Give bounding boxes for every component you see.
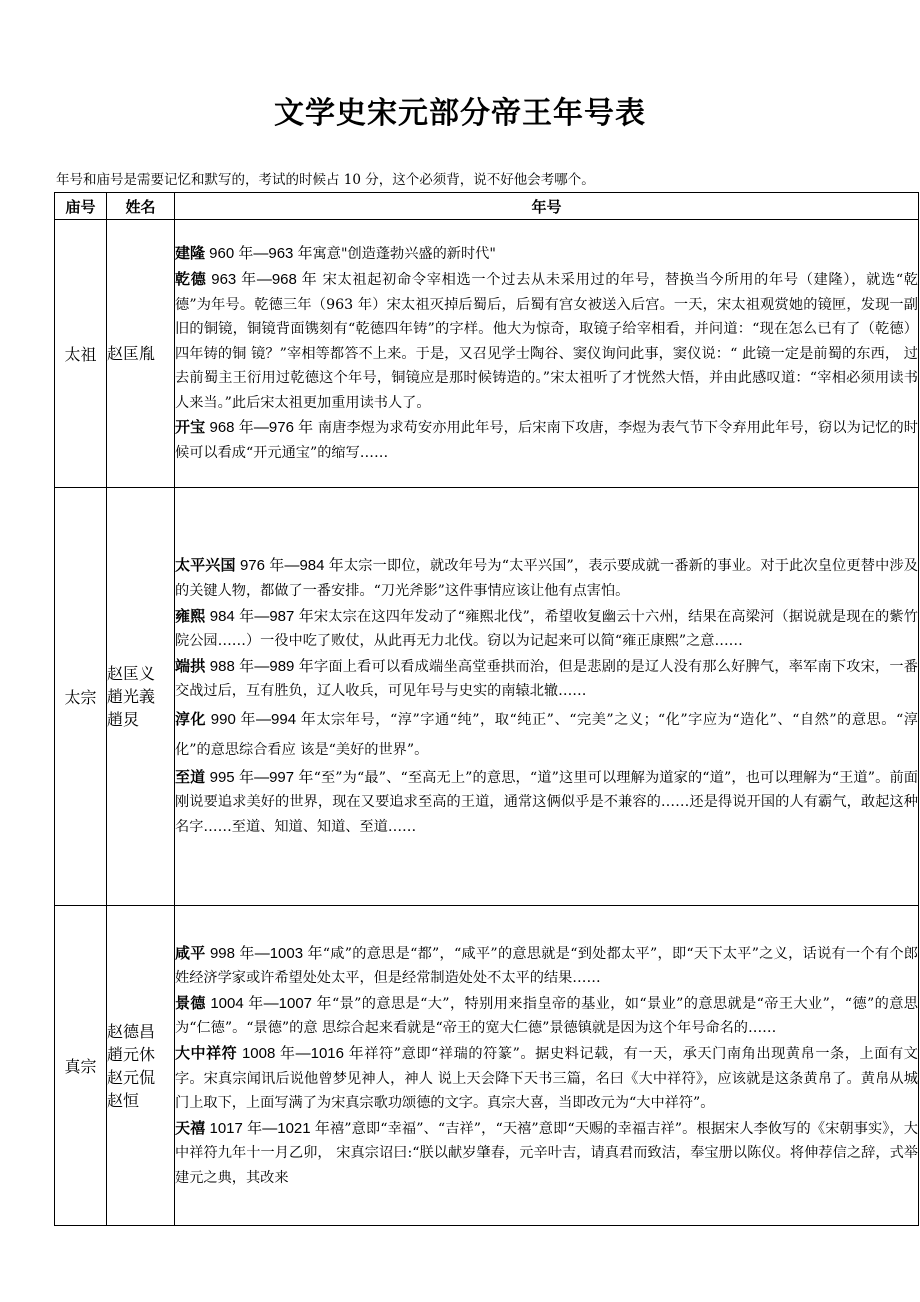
era-description: 禧”意即“幸福”、“吉祥”，“天禧”意即“天赐的幸福吉祥”。根据宋人李攸写的《宋朝事实》，大中祥符九年十一月乙卯， 宋真宗诏曰:“朕以献岁肇春，元辛叶吉，请真君而致洁，奉宝册以陈仪。将伸荐信之辞，式举建元之典，其改来	[175, 1120, 918, 1186]
era-entry	[175, 941, 918, 991]
temple-name: 太祖	[55, 220, 107, 488]
era-table	[54, 192, 919, 1226]
emperor-name: 趙炅	[107, 710, 140, 729]
emperor-name: 赵元侃	[107, 1067, 156, 1087]
era-entry	[175, 415, 918, 465]
table-header-row	[55, 193, 919, 220]
emperor-name: 趙元休	[107, 1044, 156, 1064]
emperor-name: 赵匡义	[107, 664, 156, 683]
era-description: 祥符”意即“祥瑞的符篆”。据史料记载，有一天，承天门南角出现黄帛一条，上面有文字。宋真宗闻讯后说他曾梦见神人，神人 说上天会降下天书三篇，名曰《大中祥符》，应该就是这条黄帛了。黄帛从城门上取下，上面写满了为宋真宗歌功颂德的文字。真宗大喜，当即改元为“大中祥符”。	[175, 1045, 918, 1112]
page-title: 文学史宋元部分帝王年号表	[274, 96, 646, 131]
era-name: 咸平	[175, 943, 206, 962]
temple-name: 太宗	[55, 488, 107, 906]
temple-name: 真宗	[55, 906, 107, 1226]
era-years: 963 年—968 年	[206, 270, 318, 288]
era-name: 太平兴国	[175, 556, 236, 575]
era-years: 990 年—994 年	[206, 710, 317, 728]
era-entry	[175, 604, 918, 654]
era-entry	[175, 991, 918, 1041]
era-description: 寓意"创造蓬勃兴盛的新时代"	[312, 246, 496, 263]
era-description: 太宗一即位，就改年号为“太平兴国”，表示要成就一番新的事业。对于此次皇位更替中涉及的关键人物，都做了一番安排。“刀光斧影”这件事情应该让他有点害怕。	[175, 558, 918, 599]
era-name: 天禧	[175, 1118, 206, 1137]
emperor-names	[107, 488, 175, 906]
era-years: 988 年—989 年	[205, 657, 314, 675]
era-name: 大中祥符	[175, 1043, 238, 1062]
table-row	[55, 906, 919, 1226]
era-name: 乾德	[175, 269, 207, 288]
era-cell	[175, 220, 919, 488]
table-row	[55, 488, 919, 906]
era-name: 开宝	[175, 418, 206, 437]
header-name: 姓名	[107, 193, 175, 220]
era-years: 1017 年—1021 年	[205, 1119, 330, 1137]
emperor-names	[107, 220, 175, 488]
era-description: 宋太祖起初命令宰相选一个过去从未采用过的年号，替换当今所用的年号（建隆），就选“乾德”为年号。乾德三年（963 年）宋太祖灭掉后蜀后，后蜀有宫女被送入后宫。一天，宋太祖观赏她的镜匣，发现一副旧的铜镜，铜镜背面镌刻有“乾德四年铸”的字样。他大为惊奇，取镜子给宰相看，并问道：“现在怎么已有了（乾德）四年铸的铜 镜？”宰相等都答不上来。于是，又召见学士陶谷、窦仪询问此事，窦仪说：“ 此镜一定是前蜀的东西， 过去前蜀主王衍用过乾德这个年号，铜镜应是那时候铸造的。”宋太祖听了才恍然大悟，并由此感叹道：“宰相必须用读书人来当。”此后宋太祖更加重用读书人了。	[175, 271, 918, 411]
era-years: 984 年—987 年	[205, 607, 314, 625]
era-name: 端拱	[175, 656, 206, 675]
emperor-name: 赵德昌	[107, 1021, 156, 1041]
era-description: “景”的意思是“大”，特别用来指皇帝的基业，如“景业”的意思就是“帝王大业”，“德”的意思为“仁德”。“景德”的意 思综合起来看就是“帝王的宽大仁德”景德镇就是因为这个年号命名的……	[175, 995, 918, 1037]
era-name: 淳化	[175, 709, 207, 728]
era-name: 雍熙	[175, 606, 206, 625]
era-description: 太宗年号，“淳”字通“纯”，取“纯正”、“完美”之义；“化”字应为“造化”、“自然”的意思。“淳化”的意思综合看应 该是“美好的世界”。	[175, 711, 918, 758]
intro-note: 年号和庙号是需要记忆和默写的，考试的时候占 10 分，这个必须背，说不好他会考哪个。	[56, 172, 595, 188]
era-years: 1004 年—1007 年	[205, 994, 332, 1012]
era-years: 968 年—976 年	[205, 419, 314, 437]
table-row	[55, 220, 919, 488]
era-description: “咸”的意思是“都”，“咸平”的意思就是“到处都太平”，即“天下太平”之义，话说有一个有个郎姓经济学家或许希望处处太平，但是经常制造处处不太平的结果……	[175, 945, 918, 987]
era-years: 1008 年—1016 年	[237, 1044, 365, 1062]
era-years: 995 年—997 年	[205, 768, 314, 786]
emperor-name: 赵匡胤	[107, 344, 156, 363]
era-description: 字面上看可以看成端坐高堂垂拱而治，但是悲剧的是辽人没有那么好脾气，率军南下攻宋，一番交战过后，互有胜负，辽人收兵，可见年号与史实的南辕北辙……	[175, 658, 918, 700]
emperor-names	[107, 906, 175, 1226]
era-name: 景德	[175, 993, 206, 1012]
era-entry	[175, 553, 918, 603]
era-entry	[175, 267, 918, 416]
era-years: 960 年—963 年	[205, 245, 313, 263]
era-entry	[175, 1116, 918, 1191]
header-temple: 庙号	[55, 193, 107, 220]
era-entry	[175, 241, 918, 267]
era-cell	[175, 488, 919, 906]
era-description: 宋太宗在这四年发动了“雍熙北伐”，希望收复幽云十六州，结果在高梁河（据说就是现在的紫竹院公园……）一役中吃了败仗，从此再无力北伐。窃以为记起来可以简“雍正康熙”之意……	[175, 608, 918, 650]
era-description: 南唐李煜为求苟安亦用此年号，后宋南下攻唐，李煜为表气节下令弃用此年号，窃以为记忆的时候可以看成“开元通宝”的缩写……	[175, 420, 918, 462]
era-description: “至”为“最”、“至高无上”的意思，“道”这里可以理解为道家的“道”，也可以理解为“王道”。前面刚说要追求美好的世界，现在又要追求至高的王道，通常这俩似乎是不兼容的……还是得说开国的人有霸气，敢起这种名字……至道、知道、知道、至道……	[175, 769, 918, 836]
era-name: 至道	[175, 767, 206, 786]
header-era: 年号	[175, 193, 919, 220]
era-years: 976 年—984 年	[235, 557, 344, 575]
era-name: 建隆	[175, 244, 206, 263]
era-entry	[175, 704, 918, 765]
era-years: 998 年—1003 年	[205, 944, 323, 962]
era-entry	[175, 654, 918, 704]
era-entry	[175, 765, 918, 840]
emperor-name: 趙光義	[107, 687, 156, 706]
era-cell	[175, 906, 919, 1226]
era-entry	[175, 1041, 918, 1116]
emperor-name: 赵恒	[107, 1090, 140, 1110]
